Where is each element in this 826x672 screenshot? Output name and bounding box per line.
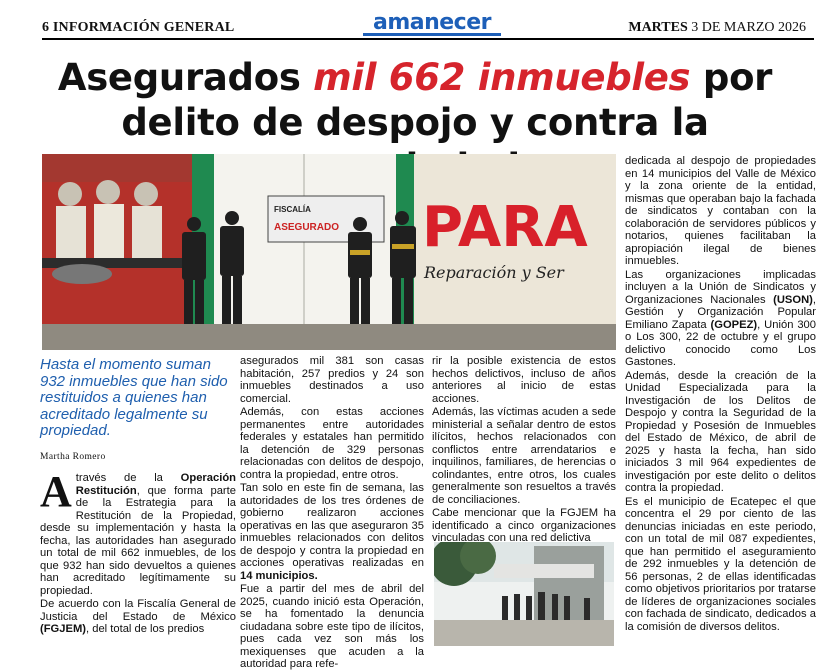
secondary-photo (434, 542, 614, 646)
col4-paragraph-4: Es el municipio de Ecatepec el que concentra el 29 por ciento de las denuncias iniciadas en este periodo, con un total de mil 087 expedientes, que han permitido el aseguramiento de 292 inmuebles y la detención de 56 personas, 2 de ellas identificadas como objetivos prioritarios por tratarse de líderes de organizaciones sociales con fachada de sindicato, dedicados a la comisión de diversos delitos. (625, 495, 816, 633)
col4-p2-text3: , Unión 300 o Los 300, 22 de octubre y el grupo delictivo conocido como Los Gastones. (625, 318, 816, 368)
col2-paragraph-1: asegurados mil 381 son casas habitación, 257 predios y 24 son inmuebles destinados a uso comercial. (240, 355, 424, 405)
col4-paragraph-1: dedicada al despojo de propiedades en 14 municipios del Valle de México y la zona oriente de la entidad, mismas que operaban bajo la fachada de sindicatos y contaban con la colaboración de servidores públicos y notarios, quienes facilitaban la apropiación ilegal de bienes inmuebles. (625, 155, 816, 267)
page-header (8, 10, 818, 38)
col2-paragraph-3: Tan solo en este fin de semana, las autoridades de los tres órdenes de gobierno realizaron acciones operativas en las que aseguraron 35 inmuebles relacionados con delitos de despojo y contra la propiedad en acciones operativas realizadas en (240, 482, 424, 569)
fgjem-acronym: (FGJEM) (40, 623, 86, 635)
drop-cap: A (40, 467, 72, 516)
col1-p2-cont: , del total de los predios (86, 623, 205, 635)
col2-paragraph-4: Fue a partir del mes de abril del 2025, cuando inició esta Operación, se ha fomentado la denuncia ciudadana sobre este tipo de ilícitos, pues cada vez son más los mexiquenses que acuden a la autoridad para refe- (240, 583, 424, 670)
newspaper-logo: amanecer (363, 12, 501, 36)
issue-date (628, 20, 806, 36)
section-label: 6 INFORMACIÓN GENERAL (42, 20, 235, 35)
gopez-acronym: (GOPEZ) (710, 318, 758, 331)
col1-text-cont: , que forma parte de la Estrategia para la Restitución de la Propiedad, desde su implementación y hasta la fecha, las autoridades han asegurado un total de mil 662 inmuebles, de los que 932 han sido devueltos a quienes han acreditado legítimamente su propiedad. (40, 484, 236, 597)
col1-text: través de la (75, 472, 181, 484)
seal-asegurado-text: ASEGURADO (274, 222, 340, 233)
article-column-2 (240, 355, 424, 672)
col4-p2-text2: , Gestión y Organización Popular Emiliano Zapata (625, 293, 816, 331)
wall-sub-text: Reparación y Ser (424, 263, 564, 282)
uson-acronym: (USON) (773, 293, 813, 306)
date-rest: 3 DE MARZO 2026 (691, 20, 806, 35)
headline-highlight: mil 662 inmuebles (313, 56, 691, 99)
date-day: MARTES (628, 20, 688, 35)
col3-paragraph-1: rir la posible existencia de estos hechos delictivos, incluso de años anteriores al inicio de estas acciones. (432, 355, 616, 405)
article-column-4 (625, 155, 816, 634)
headline-part2: por delito de despojo y contra la (121, 56, 773, 144)
main-photo (42, 154, 616, 350)
col4-p2-text: Las organizaciones implicadas incluyen a la Unión de Sindicatos y Organizaciones Nacionales (625, 268, 816, 306)
article-column-1 (40, 467, 236, 637)
operation-name: Operación Restitución (75, 472, 236, 497)
col4-paragraph-3: Además, desde la creación de la Unidad Especializada para la Investigación de los Delitos de Despojo y contra la Seguridad de la Propiedad y Posesión de Inmuebles del Estado de México, de abril de 2025 y hasta la fecha, han sido iniciados 3 mil 964 expedientes de investigación por este delito o delitos contra la propiedad. (625, 369, 816, 494)
wall-para-text: PARA (422, 195, 588, 260)
seal-fiscalia-text: FISCALÍA (274, 205, 311, 214)
municipios-count: 14 municipios. (240, 569, 318, 582)
subheadline: Hasta el momento suman 932 inmuebles que han sido restituidos a quienes han acreditado legalmente su propiedad. (40, 356, 228, 440)
col1-p2-text: De acuerdo con la Fiscalía General de Justicia del Estado de México (40, 598, 236, 623)
byline: Martha Romero (40, 452, 106, 462)
col2-paragraph-2: Además, con estas acciones permanentes entre autoridades federales y estatales han permitido la detención de 329 personas relacionadas con delitos de despojo, contra la propiedad, entre otros. (240, 406, 424, 481)
header-rule (42, 38, 814, 40)
article-column-3 (432, 355, 616, 546)
col3-paragraph-3: Cabe mencionar que la FGJEM ha identificado a cinco organizaciones vinculadas con una red delictiva (432, 507, 616, 544)
headline-part1: Asegurados (57, 56, 314, 99)
col3-paragraph-2: Además, las víctimas acuden a sede ministerial a señalar dentro de estos ilícitos, hechos relacionados con conflictos entre arrendatarios e inquilinos, familiares, de herencias o colindantes, entre otros, los cuales generalmente son resueltos a través de conciliaciones. (432, 406, 616, 506)
